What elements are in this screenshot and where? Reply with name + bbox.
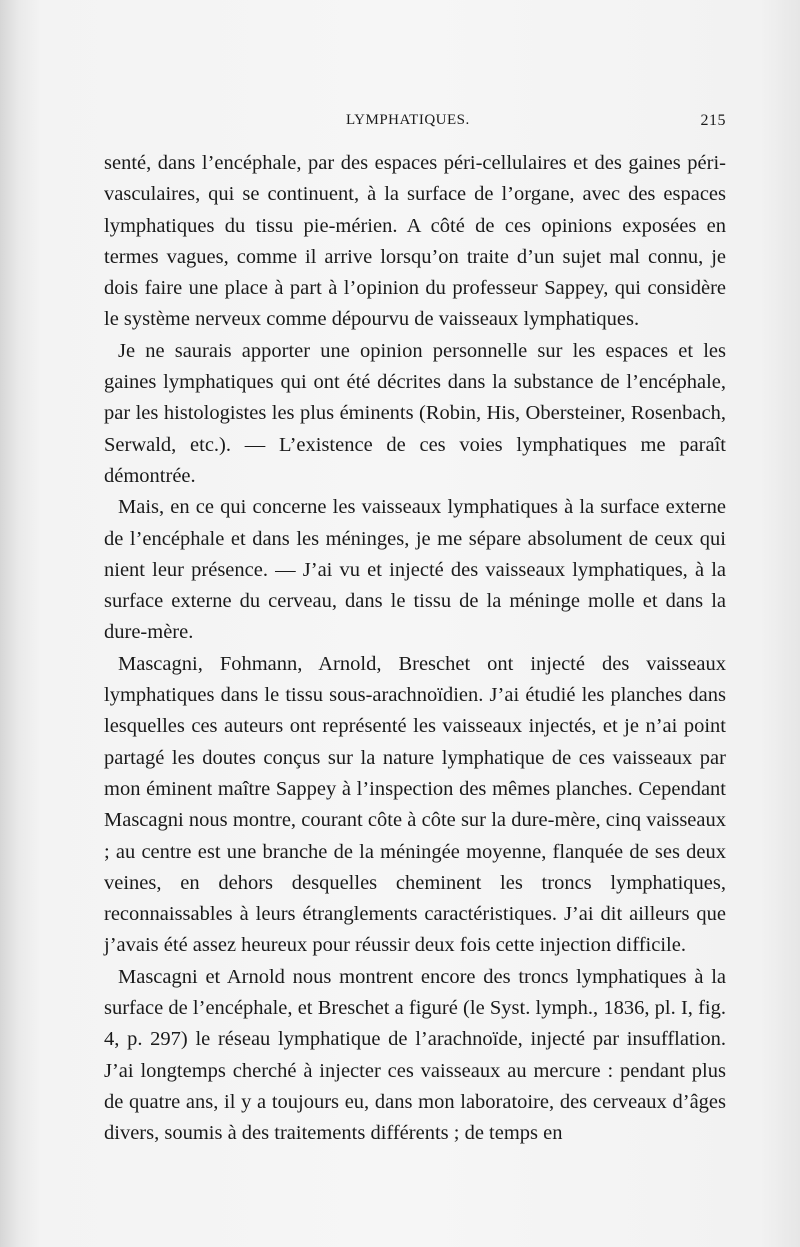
paragraph-1: senté, dans l’encéphale, par des espaces péri-cellulaires et des gaines péri-vasculaires, qui se continuent, à la surface de l’organe, avec des espaces lymphatiques du tissu pie-mérien. A côté de ces opinions exposées en termes vagues, comme il arrive lorsqu’on traite d’un sujet mal connu, je dois faire une place à part à l’opinion du professeur Sappey, qui considère le système nerveux comme dépourvu de vaisseaux lymphatiques.: [104, 152, 726, 331]
paragraph-2: Je ne saurais apporter une opinion personnelle sur les espaces et les gaines lymphatiques qui ont été décrites dans la substance de l’encéphale, par les histologistes les plus éminents (Robin, His, Obersteiner, Rosenbach, Serwald, etc.). — L’existence de ces voies lymphatiques me paraît démontrée.: [104, 339, 726, 487]
paragraph-3: Mais, en ce qui concerne les vaisseaux lymphatiques à la surface externe de l’encéphale et dans les méninges, je me sépare absolument de ceux qui nient leur présence. — J’ai vu et injecté des vaisseaux lymphatiques, à la surface externe du cerveau, dans le tissu de la méninge molle et dans la dure-mère.: [104, 496, 726, 644]
page-header: [104, 112, 726, 134]
body-text: [104, 148, 726, 1150]
page-number: 215: [700, 112, 726, 129]
paragraph-4: Mascagni, Fohmann, Arnold, Breschet ont injecté des vaisseaux lymphatiques dans le tissu sous-arachnoïdien. J’ai étudié les planches dans lesquelles ces auteurs ont représenté les vaisseaux injectés, et je n’ai point partagé les doutes conçus sur la nature lymphatique de ces vaisseaux par mon éminent maître Sappey à l’inspection des mêmes planches. Cependant Mascagni nous montre, courant côte à côte sur la dure-mère, cinq vaisseaux ; au centre est une branche de la méningée moyenne, flanquée de ses deux veines, en dehors desquelles cheminent les troncs lymphatiques, reconnaissables à leurs étranglements caractéristiques. J’ai dit ailleurs que j’avais été assez heureux pour réussir deux fois cette injection difficile.: [104, 652, 726, 957]
running-head: LYMPHATIQUES.: [346, 112, 470, 128]
paragraph-5: Mascagni et Arnold nous montrent encore des troncs lymphatiques à la surface de l’encéphale, et Breschet a figuré (le Syst. lymph., 1836, pl. I, fig. 4, p. 297) le réseau lymphatique de l’arachnoïde, injecté par insufflation. J’ai longtemps cherché à injecter ces vaisseaux au mercure : pendant plus de quatre ans, il y a toujours eu, dans mon laboratoire, des cerveaux d’âges divers, soumis à des traitements différents ; de temps en: [104, 965, 726, 1145]
